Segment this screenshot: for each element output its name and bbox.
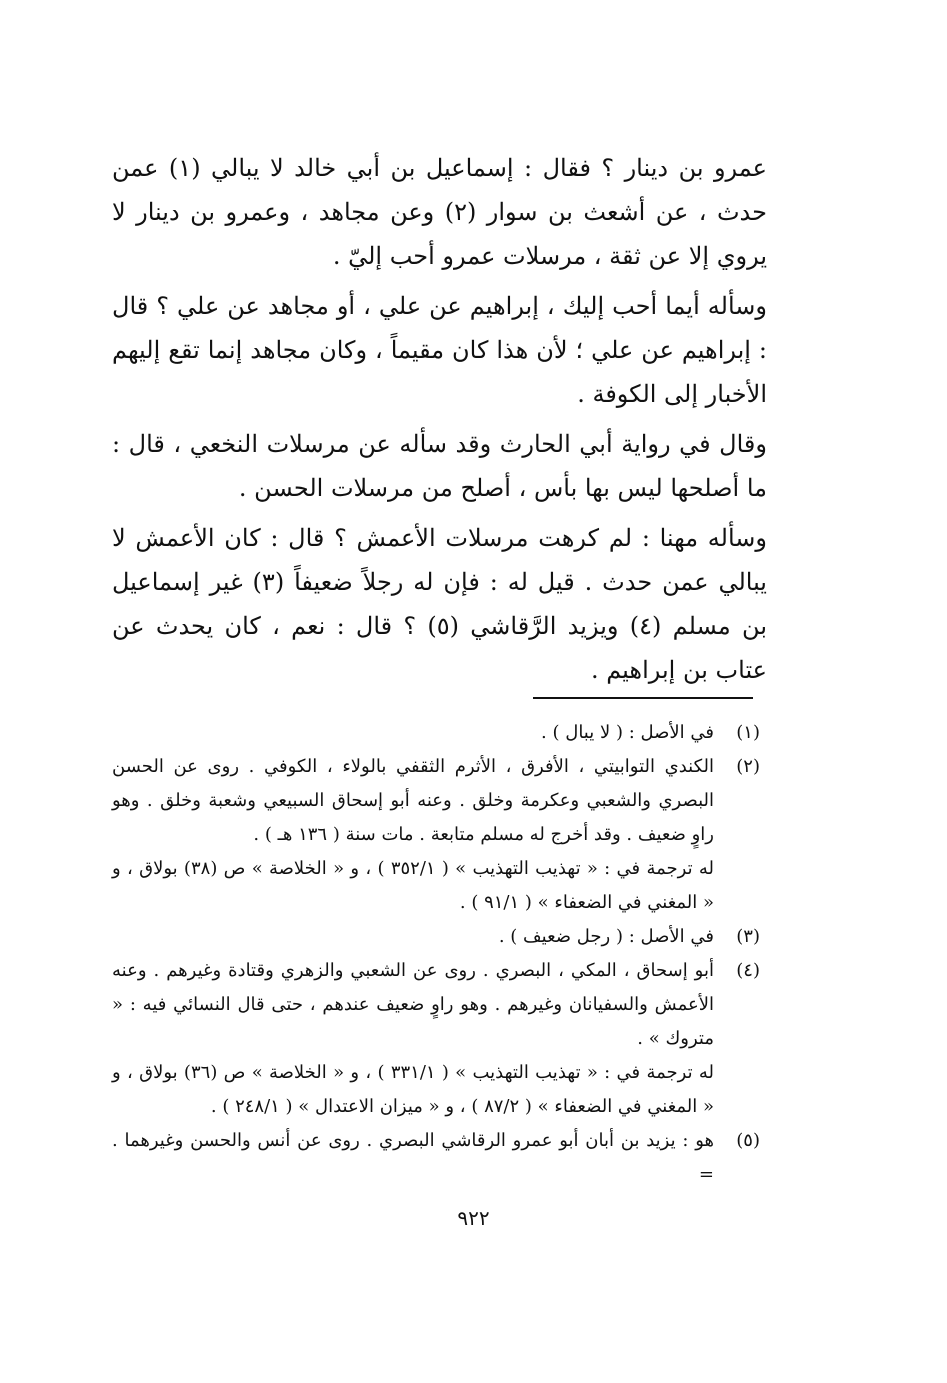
footnote-body [112,716,714,750]
footnote [112,1124,760,1192]
footnote-number: (٥) [736,1130,760,1151]
footnote-number: (٣) [736,926,760,947]
footnote-separator [533,697,753,699]
footnote-text: في الأصل : ( رجل ضعيف ) . [498,926,714,947]
paragraph: وسأله مهنا : لم كرهت مرسلات الأعمش ؟ قال : كان الأعمش لا يبالي عمن حدث . قيل له : فإن له رجلاً ضعيفاً (٣) غير إسماعيل بن مسلم (٤) ويزيد الرَّقاشي (٥) ؟ قال : نعم ، كان يحدث عن عتاب بن إبراهيم . [112,524,767,684]
paragraph: عمرو بن دينار ؟ فقال : إسماعيل بن أبي خالد لا يبالي (١) عمن حدث ، عن أشعث بن سوار (٢) وعن مجاهد ، وعمرو بن دينار لا يروي إلا عن ثقة ، مرسلات عمرو أحب إليّ . [112,154,767,270]
footnote-text: هو : يزيد بن أبان أبو عمرو الرقاشي البصري . روى عن أنس والحسن وغيرهما . = [112,1130,714,1185]
footnote [112,750,760,920]
paragraph: وسأله أيما أحب إليك ، إبراهيم عن علي ، أو مجاهد عن علي ؟ قال : إبراهيم عن علي ؛ لأن هذا كان مقيماً ، وكان مجاهد إنما تقع إليهم الأخبار إلى الكوفة . [112,292,767,408]
footnotes [112,716,760,1192]
page-number: ٩٢٢ [457,1206,490,1230]
footnote [112,716,760,750]
footnote-number: (١) [736,722,760,743]
footnote [112,954,760,1124]
footnote-body [112,1124,714,1192]
footnote [112,920,760,954]
footnote-number: (٢) [736,756,760,777]
footnote-body [112,750,714,920]
footnote-body [112,920,714,954]
paragraph: وقال في رواية أبي الحارث وقد سأله عن مرسلات النخعي ، قال : ما أصلحها ليس بها بأس ، أصلح من مرسلات الحسن . [112,430,767,502]
footnote-number: (٤) [736,960,760,981]
footnote-text: له ترجمة في : « تهذيب التهذيب » ( ٣٣١/١ ) ، و « الخلاصة » ص (٣٦) بولاق ، و « المغني في الضعفاء » ( ٨٧/٢ ) ، و « ميزان الاعتدال » ( ٢٤٨/١ ) . [112,1062,715,1117]
main-text [112,146,767,692]
footnote-body [112,954,714,1124]
footnote-text: في الأصل : ( لا يبال ) . [541,722,714,743]
footnote-text: له ترجمة في : « تهذيب التهذيب » ( ٣٥٢/١ ) ، و « الخلاصة » ص (٣٨) بولاق ، و « المغني في الضعفاء » ( ٩١/١ ) . [112,858,715,913]
footnote-text: الكندي التوابيتي ، الأفرق ، الأثرم الثقفي بالولاء ، الكوفي . روى عن الحسن البصري والشعبي وعكرمة وخلق . وعنه أبو إسحاق السبيعي وشعبة وخلق . وهو راوٍ ضعيف . وقد أخرج له مسلم متابعة . مات سنة ( ١٣٦ هـ ) . [112,756,714,845]
footnote-text: أبو إسحاق ، المكي ، البصري . روى عن الشعبي والزهري وقتادة وغيرهم . وعنه الأعمش والسفيانان وغيرهم . وهو راوٍ ضعيف عندهم ، حتى قال النسائي فيه : « متروك » . [112,960,714,1049]
